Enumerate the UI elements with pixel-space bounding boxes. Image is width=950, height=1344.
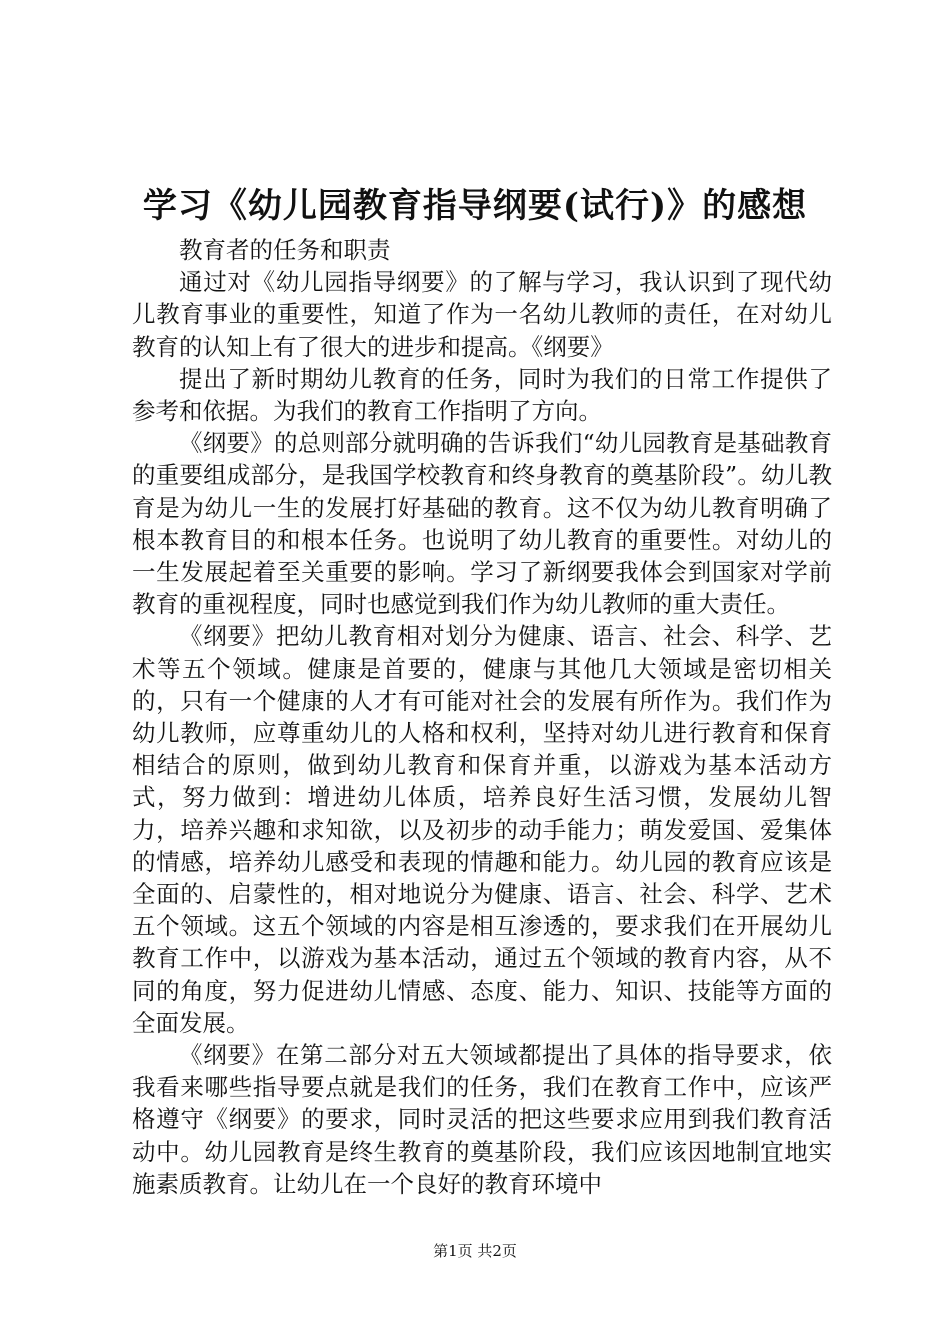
page-number-footer: 第1页 共2页: [433, 1242, 517, 1260]
section-heading: 教育者的任务和职责: [179, 236, 391, 264]
body-paragraph: 《纲要》的总则部分就明确的告诉我们“幼儿园教育是基础教育的重要组成部分，是我国学校教育和终身教育的奠基阶段”。幼儿教育是为幼儿一生的发展打好基础的教育。这不仅为幼儿教育明确了根本教育目的和根本任务。也说明了幼儿教育的重要性。对幼儿的一生发展起着至关重要的影响。学习了新纲要我体会到国家对学前教育的重视程度，同时也感觉到我们作为幼儿教师的重大责任。: [132, 429, 832, 619]
body-paragraph: 通过对《幼儿园指导纲要》的了解与学习，我认识到了现代幼儿教育事业的重要性，知道了作为一名幼儿教师的责任，在对幼儿教育的认知上有了很大的进步和提高。《纲要》: [132, 268, 832, 361]
document-title: 学习《幼儿园教育指导纲要(试行)》的感想: [142, 186, 808, 226]
body-paragraph: 提出了新时期幼儿教育的任务，同时为我们的日常工作提供了参考和依据。为我们的教育工作指明了方向。: [132, 364, 832, 426]
body-paragraph: 《纲要》把幼儿教育相对划分为健康、语言、社会、科学、艺术等五个领域。健康是首要的，健康与其他几大领域是密切相关的，只有一个健康的人才有可能对社会的发展有所作为。我们作为幼儿教师，应尊重幼儿的人格和权利，坚持对幼儿进行教育和保育相结合的原则，做到幼儿教育和保育并重，以游戏为基本活动方式，努力做到：增进幼儿体质，培养良好生活习惯，发展幼儿智力，培养兴趣和求知欲，以及初步的动手能力；萌发爱国、爱集体的情感，培养幼儿感受和表现的情趣和能力。幼儿园的教育应该是全面的、启蒙性的，相对地说分为健康、语言、社会、科学、艺术五个领域。这五个领域的内容是相互渗透的，要求我们在开展幼儿教育工作中，以游戏为基本活动，通过五个领域的教育内容，从不同的角度，努力促进幼儿情感、态度、能力、知识、技能等方面的全面发展。: [132, 622, 832, 1037]
body-paragraph: 《纲要》在第二部分对五大领域都提出了具体的指导要求，依我看来哪些指导要点就是我们的任务，我们在教育工作中，应该严格遵守《纲要》的要求，同时灵活的把这些要求应用到我们教育活动中。幼儿园教育是终生教育的奠基阶段，我们应该因地制宜地实施素质教育。让幼儿在一个良好的教育环境中: [132, 1041, 832, 1198]
document-body: [132, 234, 832, 1200]
